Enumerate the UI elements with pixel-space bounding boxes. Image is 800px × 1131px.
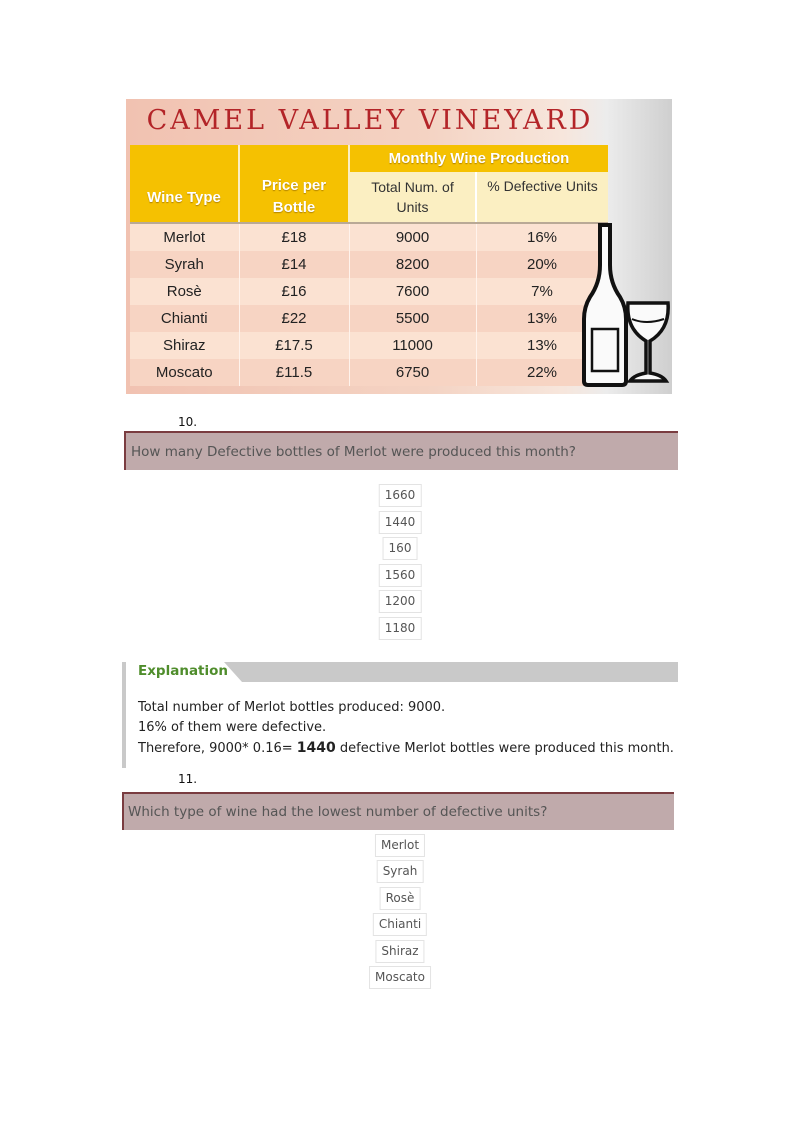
table-title: CAMEL VALLEY VINEYARD	[146, 105, 594, 136]
answer-option[interactable]: 1560	[379, 564, 422, 587]
table-row: Moscato £11.5 6750 22%	[130, 359, 608, 386]
explanation-body: Total number of Merlot bottles produced: 9000. 16% of them were defective. Therefore, 9000* 0.16= 1440 defective Merlot bottles were produced this month.	[138, 700, 674, 756]
answer-option[interactable]: 1660	[379, 484, 422, 507]
wine-production-table	[130, 145, 609, 386]
explanation-title: Explanation	[138, 663, 229, 679]
table-row: Merlot £18 9000 16%	[130, 224, 608, 251]
explanation-panel	[122, 662, 678, 768]
answer-option[interactable]: Rosè	[380, 887, 421, 910]
answer-option[interactable]: Shiraz	[375, 940, 424, 963]
col-header-price: Price per Bottle	[239, 172, 349, 222]
answer-option[interactable]: 160	[383, 537, 418, 560]
answer-option[interactable]: Syrah	[377, 860, 424, 883]
col-header-defective: % Defective Units	[476, 172, 608, 222]
group-header: Monthly Wine Production	[349, 145, 608, 172]
table-row: Rosè £16 7600 7%	[130, 278, 608, 305]
answer-option[interactable]: 1200	[379, 590, 422, 613]
col-header-wine-type: Wine Type	[130, 172, 239, 222]
table-row: Shiraz £17.5 11000 13%	[130, 332, 608, 359]
answer-option[interactable]: Chianti	[373, 913, 427, 936]
question-number: 11.	[178, 772, 198, 786]
vineyard-table-image	[126, 99, 672, 394]
answer-option[interactable]: Merlot	[375, 834, 425, 857]
answer-option[interactable]: 1180	[379, 617, 422, 640]
table-row: Chianti £22 5500 13%	[130, 305, 608, 332]
question-text: Which type of wine had the lowest number of defective units?	[122, 792, 674, 830]
table-row: Syrah £14 8200 20%	[130, 251, 608, 278]
question-text: How many Defective bottles of Merlot were produced this month?	[124, 431, 678, 470]
col-header-total-units: Total Num. of Units	[349, 172, 476, 222]
wine-bottle-glass-icon	[580, 223, 672, 389]
answer-option[interactable]: 1440	[379, 511, 422, 534]
question-number: 10.	[178, 415, 198, 429]
answer-option[interactable]: Moscato	[369, 966, 431, 989]
